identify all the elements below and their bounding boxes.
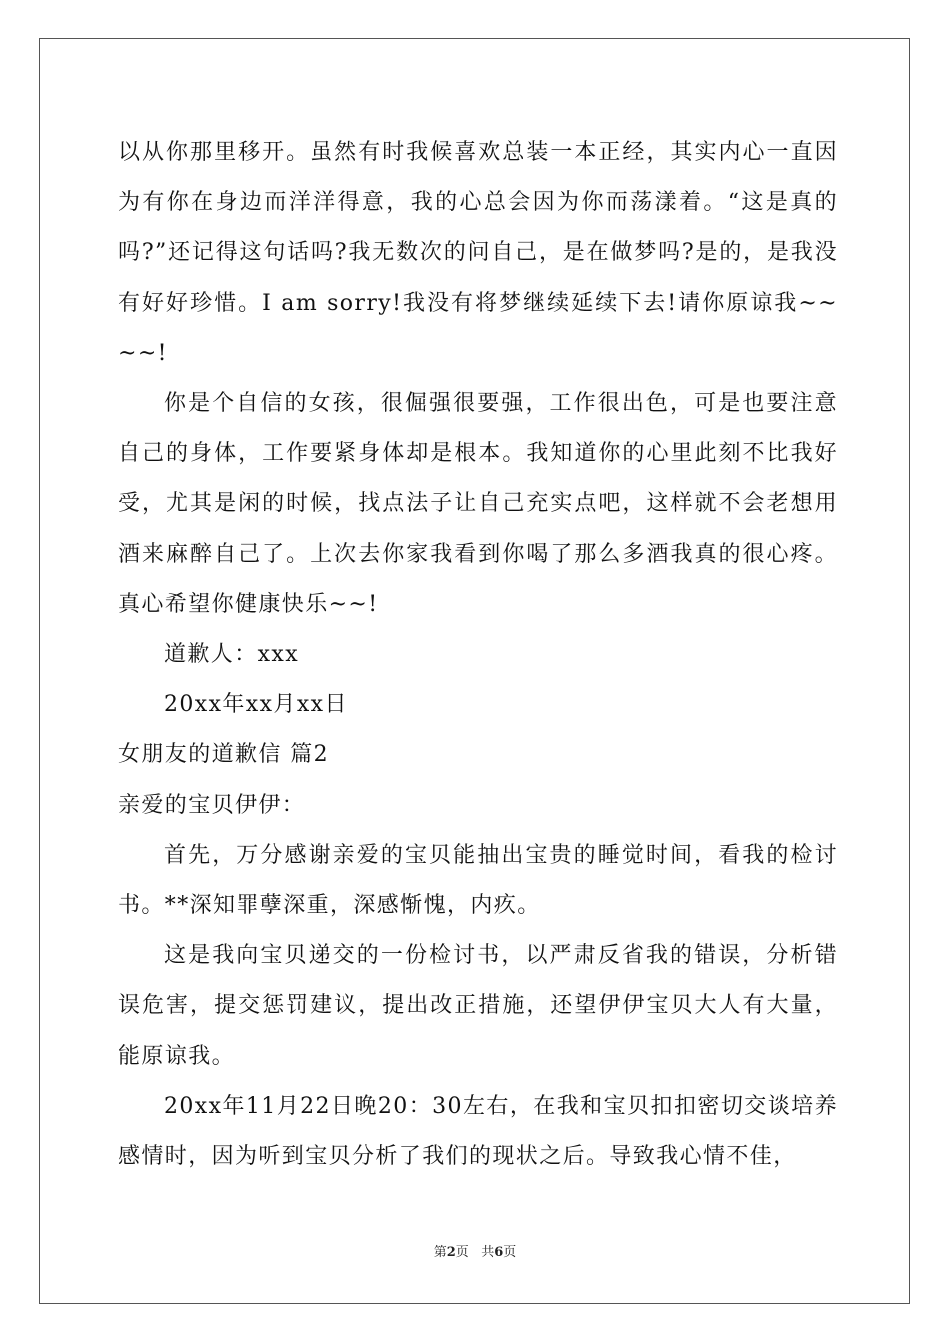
paragraph-8: 这是我向宝贝递交的一份检讨书，以严肃反省我的错误，分析错误危害，提交惩罚建议，提出改正措施，还望伊伊宝贝大人有大量，能原谅我。 — [118, 943, 838, 1069]
signature-line: 道歉人：xxx — [164, 642, 300, 668]
footer-page-current: 2 — [446, 1245, 456, 1260]
salutation: 亲爱的宝贝伊伊： — [118, 792, 306, 818]
footer-total-prefix: 共 — [481, 1245, 495, 1260]
footer-page-suffix: 页 — [455, 1245, 469, 1260]
paragraph-7: 首先，万分感谢亲爱的宝贝能抽出宝贵的睡觉时间，看我的检讨书。**深知罪孽深重，深感惭愧，内疚。 — [118, 842, 838, 919]
page-footer — [0, 1244, 950, 1262]
paragraph-9: 20xx年11月22日晚20：30左右，在我和宝贝扣扣密切交谈培养感情时，因为听到宝贝分析了我们的现状之后。导致我心情不佳， — [118, 1093, 838, 1170]
section-heading: 女朋友的道歉信 篇2 — [118, 742, 329, 768]
date-line: 20xx年xx月xx日 — [164, 692, 348, 718]
footer-page-total: 6 — [494, 1245, 504, 1260]
document-body — [118, 128, 838, 1182]
footer-page-prefix: 第 — [433, 1245, 447, 1260]
footer-total-suffix: 页 — [503, 1245, 517, 1260]
paragraph-2: 你是个自信的女孩，很倔强很要强，工作很出色，可是也要注意自己的身体，工作要紧身体却是根本。我知道你的心里此刻不比我好受，尤其是闲的时候，找点法子让自己充实点吧，这样就不会老想用酒来麻醉自己了。上次去你家我看到你喝了那么多酒我真的很心疼。真心希望你健康快乐~~! — [118, 391, 838, 617]
paragraph-1: 以从你那里移开。虽然有时我候喜欢总装一本正经，其实内心一直因为有你在身边而洋洋得意，我的心总会因为你而荡漾着。“这是真的吗?”还记得这句话吗?我无数次的问自己，是在做梦吗?是的，是我没有好好珍惜。I am sorry!我没有将梦继续延续下去!请你原谅我~~~~! — [118, 140, 838, 366]
